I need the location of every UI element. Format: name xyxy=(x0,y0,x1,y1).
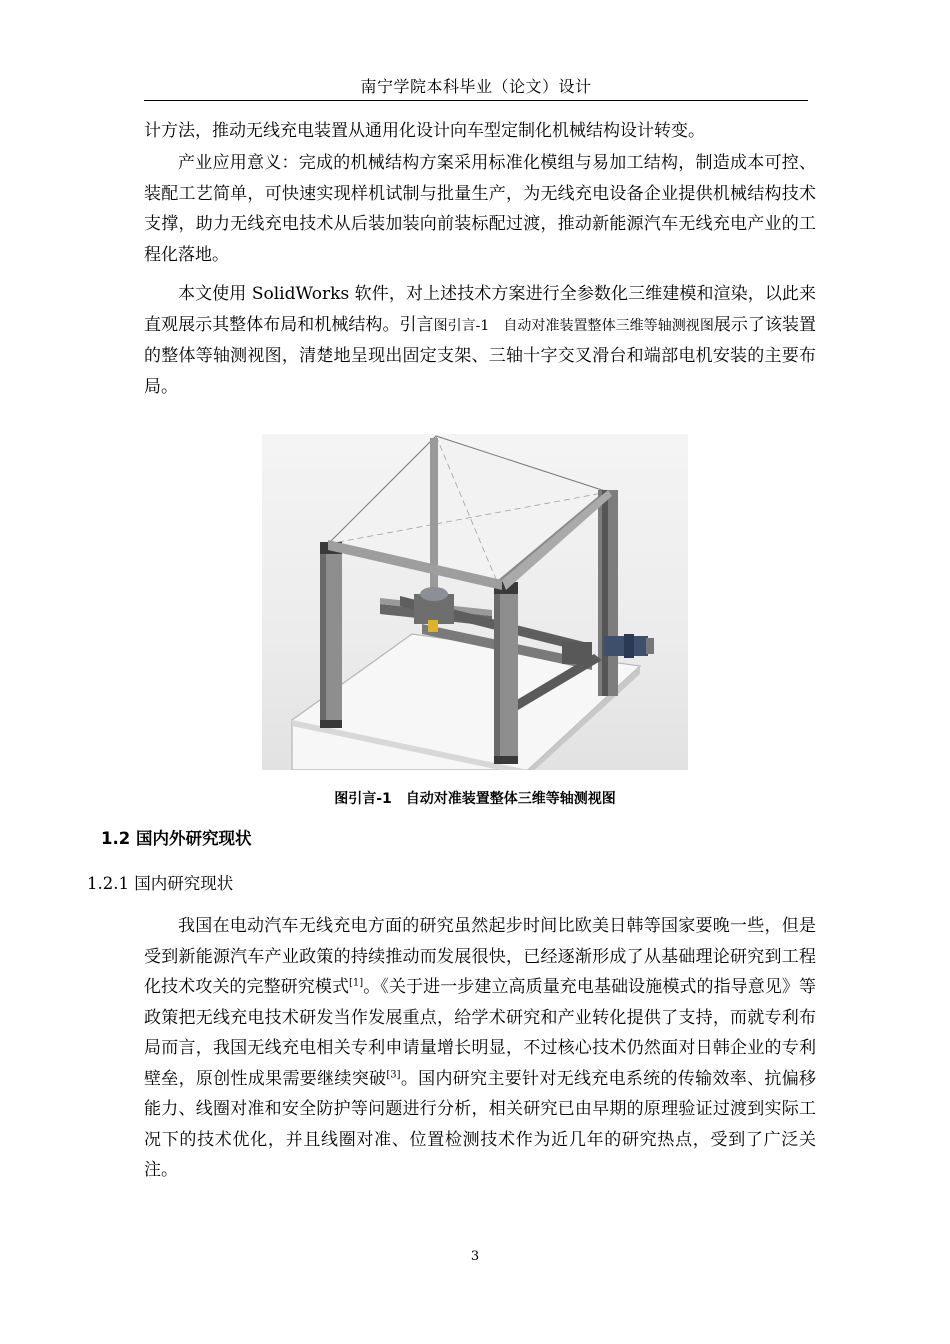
header-title: 南宁学院本科毕业（论文）设计 xyxy=(360,77,592,96)
alignment-device-render xyxy=(262,434,688,770)
paragraph-3 xyxy=(144,279,816,402)
paragraph-1: 计方法，推动无线充电装置从通用化设计向车型定制化机械结构设计转变。 xyxy=(144,121,705,141)
paragraph-4-text-b: 。《关于进一步建立高质量充电基础设施模式的指导意见》等政策把无线充电技术研发当作发展重点，给学术研究和产业转化提供了支持，而就专利布局而言，我国无线充电相关专利申请量增长明显，不过核心技术仍然面对日韩企业的专利壁垒，原创性成果需要继续突破 xyxy=(144,977,817,1089)
page-number: 3 xyxy=(470,1249,480,1264)
paragraph-4 xyxy=(144,911,816,1186)
paragraph-3-text-b: 展示了该装置的整体等轴测视图，清楚地呈现出固定支架、三轴十字交叉滑台和端部电机安装的主要布局。 xyxy=(144,314,817,397)
citation-ref-3: [3] xyxy=(386,1068,401,1080)
paragraph-4-text-c: 。国内研究主要针对无线充电系统的传输效率、抗偏移能力、线圈对准和安全防护等问题进行分析，相关研究已由早期的原理验证过渡到实际工况下的技术优化，并且线圈对准、位置检测技术作为近几年的研究热点，受到了广泛关注。 xyxy=(144,1068,817,1180)
figure-caption: 图引言-1 自动对准装置整体三维等轴测视图 xyxy=(334,791,616,807)
paragraph-3-text-a: 本文使用 SolidWorks 软件，对上述技术方案进行全参数化三维建模和渲染，以此来直观展示其整体布局和机械结构。引言 xyxy=(144,284,816,335)
citation-ref-1: [1] xyxy=(349,977,364,989)
section-heading: 1.2 国内外研究现状 xyxy=(101,829,252,848)
figure-isometric-view xyxy=(262,434,688,770)
page-header xyxy=(144,74,808,101)
figure-cross-reference: 图引言-1 自动对准装置整体三维等轴测视图 xyxy=(433,317,714,334)
subsection-heading: 1.2.1 国内研究现状 xyxy=(87,874,234,893)
paragraph-4-text-a: 我国在电动汽车无线充电方面的研究虽然起步时间比欧美日韩等国家要晚一些，但是受到新能源汽车产业政策的持续推动而发展很快，已经逐渐形成了从基础理论研究到工程化技术攻关的完整研究模式 xyxy=(144,916,816,997)
paragraph-2: 产业应用意义：完成的机械结构方案采用标准化模组与易加工结构，制造成本可控、装配工艺简单，可快速实现样机试制与批量生产，为无线充电设备企业提供机械结构技术支撑，助力无线充电技术从后装加装向前装标配过渡，推动新能源汽车无线充电产业的工程化落地。 xyxy=(144,153,816,265)
